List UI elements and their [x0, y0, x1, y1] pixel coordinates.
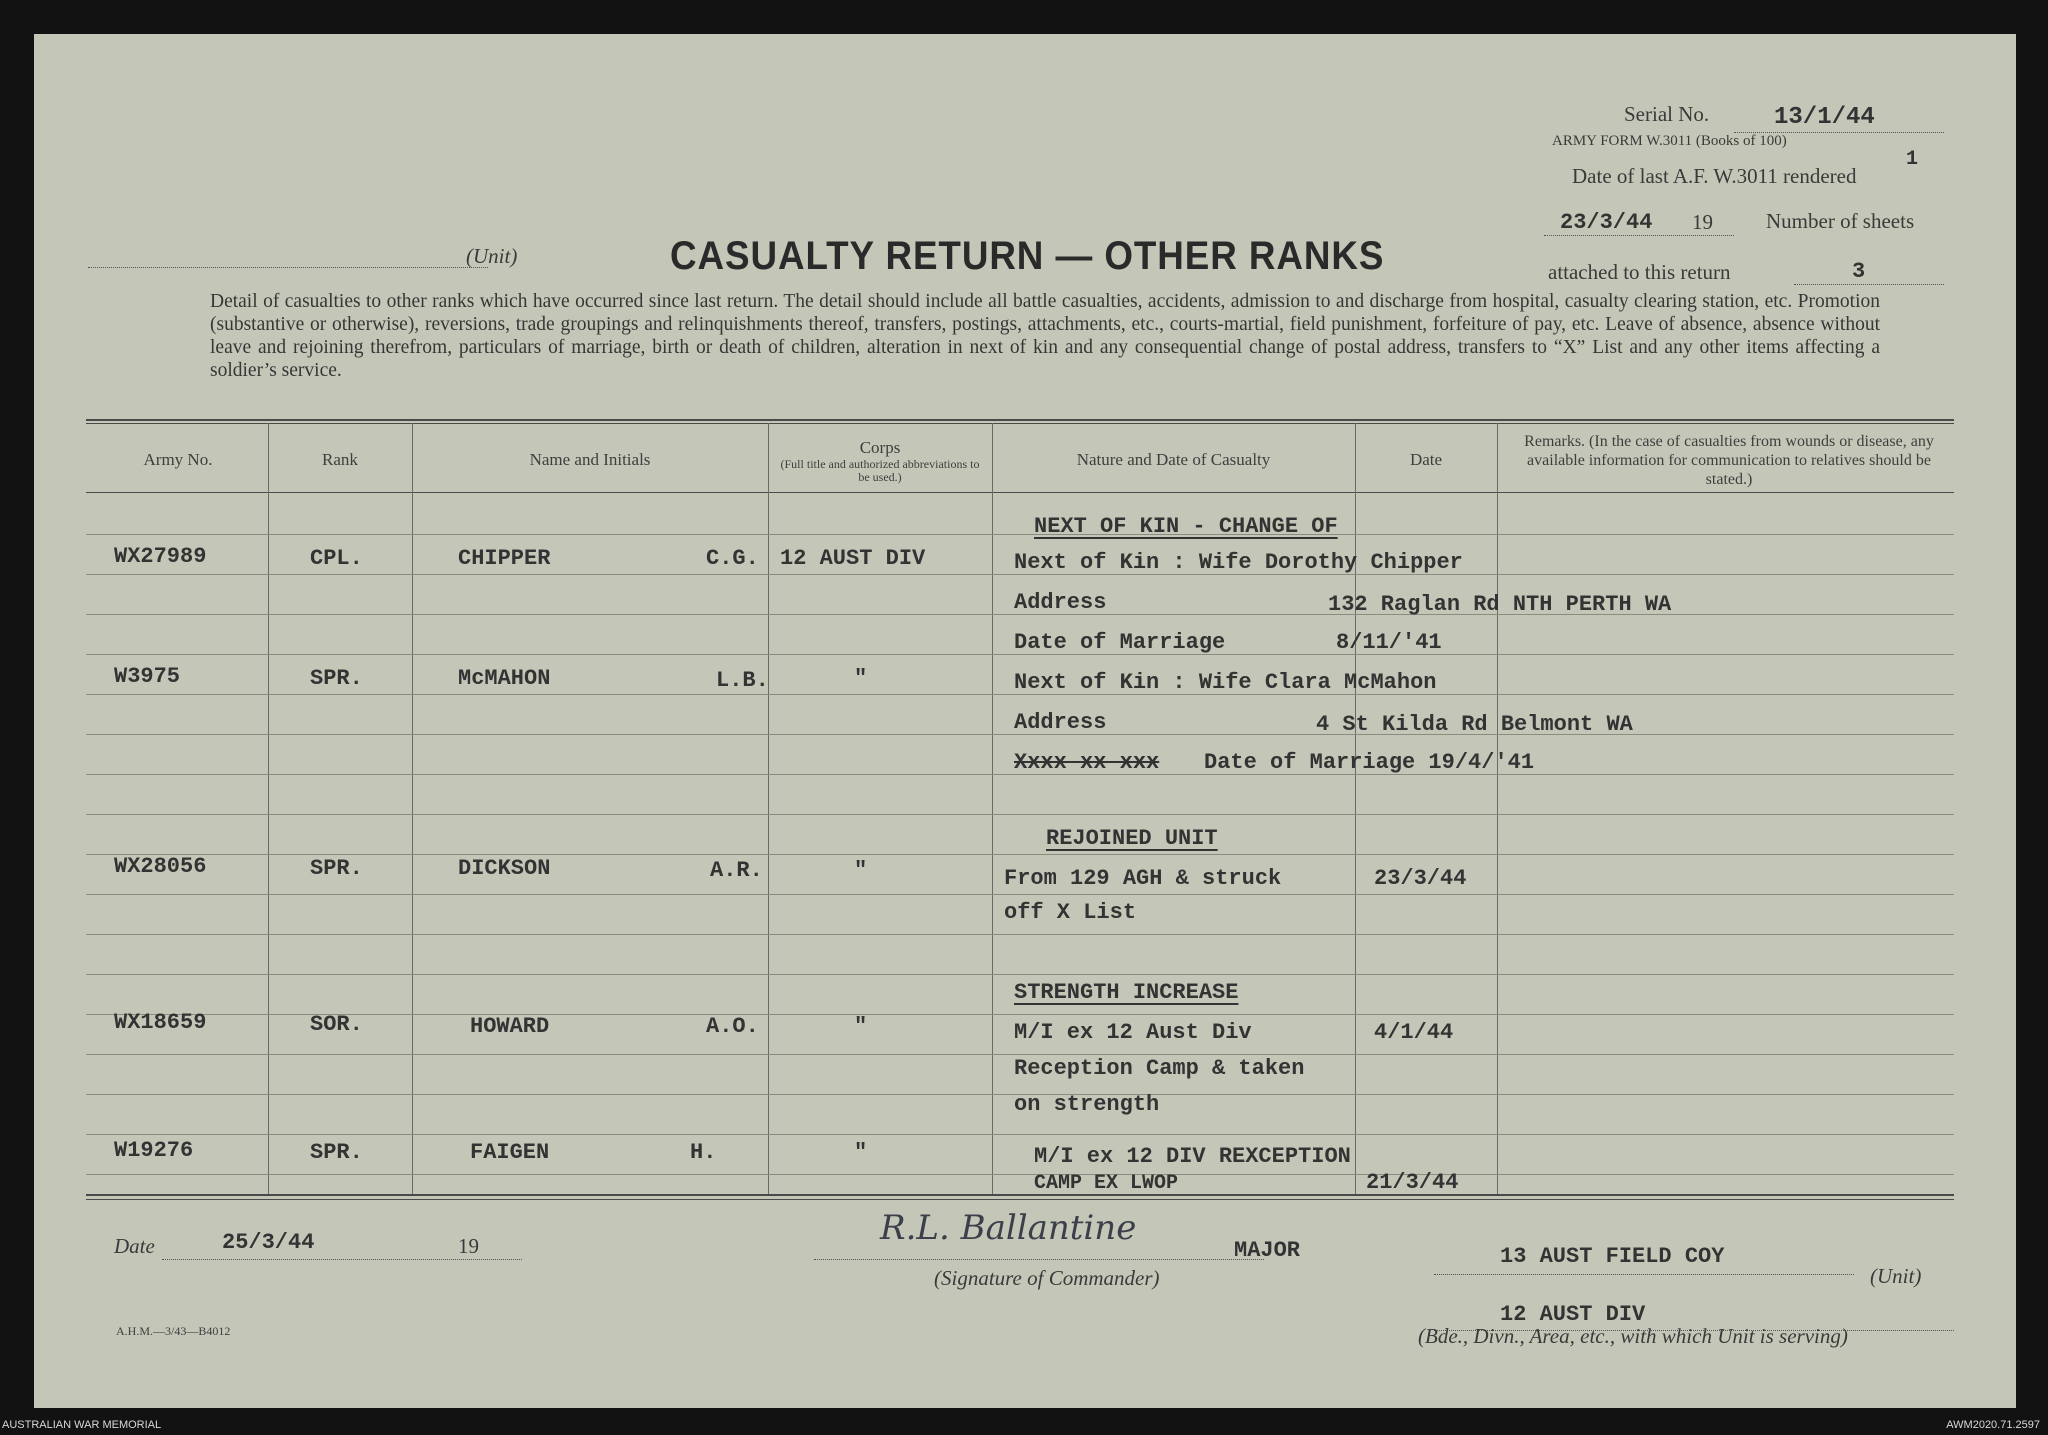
header-rank: Rank [322, 450, 358, 469]
row-line [86, 894, 1954, 895]
col-divider-6 [1497, 423, 1498, 1194]
date-rejoined: 23/3/44 [1374, 866, 1467, 891]
row4-name: HOWARD [470, 1014, 550, 1039]
unit-label: (Unit) [466, 244, 518, 268]
nature-line: Date of Marriage 19/4/'41 [1204, 750, 1535, 775]
row2-name: McMAHON [458, 666, 551, 691]
unit-dotline [88, 267, 488, 268]
row2-army-no: W3975 [114, 664, 181, 689]
nature-line: M/I ex 12 DIV REXCEPTION [1034, 1144, 1351, 1169]
form-title: CASUALTY RETURN — OTHER RANKS [670, 234, 1385, 278]
row1-army-no: WX27989 [114, 544, 207, 569]
row4-rank: SOR. [310, 1012, 363, 1037]
nature-line: CAMP EX LWOP [1034, 1172, 1179, 1195]
nature-line: M/I ex 12 Aust Div [1014, 1020, 1252, 1045]
row3-army-no: WX28056 [114, 854, 207, 879]
date-last-value: 23/3/44 [1560, 210, 1653, 235]
footer-unit-value: 13 AUST FIELD COY [1500, 1244, 1725, 1269]
nature-line: Next of Kin : Wife Clara McMahon [1014, 670, 1437, 695]
row5-rank: SPR. [310, 1140, 363, 1165]
footer-formation-label: (Bde., Divn., Area, etc., with which Unit is serving) [1418, 1324, 1848, 1348]
row4-corps-ditto: " [854, 1014, 868, 1039]
footer-unit-dotline [1434, 1274, 1854, 1275]
row-line [86, 934, 1954, 935]
date-last-dotline [1544, 235, 1734, 236]
row-line [86, 534, 1954, 535]
nature-line: off X List [1004, 900, 1137, 925]
nature-heading-rejoined: REJOINED UNIT [1046, 826, 1218, 851]
date-lwop: 21/3/44 [1366, 1170, 1459, 1195]
header-nature: Nature and Date of Casualty [1076, 450, 1271, 469]
header-remarks: Remarks. (In the case of casualties from wounds or disease, any available information for communication to relatives should be stated.) [1524, 433, 1934, 488]
header-corps-note: (Full title and authorized abbreviations to be used.) [780, 457, 980, 484]
footer-date-value: 25/3/44 [222, 1230, 315, 1255]
row4-army-no: WX18659 [114, 1010, 207, 1035]
attached-label: attached to this return [1548, 260, 1731, 284]
row5-corps-ditto: " [854, 1140, 868, 1165]
archive-left-caption: AUSTRALIAN WAR MEMORIAL [2, 1419, 162, 1431]
row3-rank: SPR. [310, 856, 363, 881]
col-divider-2 [412, 423, 413, 1194]
row1-corps: 12 AUST DIV [780, 546, 926, 571]
sheets-label: Number of sheets [1766, 209, 1915, 233]
header-name: Name and Initials [529, 450, 651, 469]
signature-label: (Signature of Commander) [934, 1266, 1160, 1290]
row2-rank: SPR. [310, 666, 363, 691]
table-bottom-rule-1 [86, 1194, 1954, 1196]
table-top-rule-2 [86, 423, 1954, 424]
row-line [86, 1054, 1954, 1055]
col-divider-3 [768, 423, 769, 1194]
row1-initials: C.G. [706, 546, 759, 571]
row4-initials: A.O. [706, 1014, 759, 1039]
commander-signature: R.L. Ballantine [880, 1208, 1137, 1248]
nature-line: 8/11/'41 [1336, 630, 1442, 655]
footer-date-label: Date [114, 1234, 155, 1258]
row5-initials: H. [690, 1140, 717, 1165]
footer-unit-label: (Unit) [1870, 1264, 1922, 1288]
row-line [86, 1134, 1954, 1135]
row-line [86, 814, 1954, 815]
serial-label: Serial No. [1624, 102, 1710, 126]
print-code: A.H.M.—3/43—B4012 [116, 1324, 231, 1338]
nature-line: 132 Raglan Rd NTH PERTH WA [1328, 592, 1672, 617]
footer-formation-value: 12 AUST DIV [1500, 1302, 1646, 1327]
nature-heading-next-of-kin: NEXT OF KIN - CHANGE OF [1034, 514, 1338, 539]
detail-instructions: Detail of casualties to other ranks which have occurred since last return. The detail should include all battle casualties, accidents, admission to and discharge from hospital, casualty clearing station, etc. Promotion (substantive or otherwise), reversions, trade groupings and relinquishments thereof, transfers, postings, attachments, etc., courts-martial, field punishment, forfeiture of pay, etc. Leave of absence, absence without leave and rejoining therefrom, particulars of marriage, birth or death of children, alteration in next of kin and any consequential change of postal address, transfers to “X” List and any other items affecting a soldier’s service. [210, 291, 1880, 381]
nature-line: on strength [1014, 1092, 1160, 1117]
date-last-year: 19 [1692, 210, 1713, 234]
col-divider-1 [268, 423, 269, 1194]
row5-army-no: W19276 [114, 1138, 194, 1163]
date-last-label: Date of last A.F. W.3011 rendered [1572, 164, 1857, 188]
row3-initials: A.R. [710, 858, 763, 883]
row3-corps-ditto: " [854, 858, 868, 883]
nature-line: Date of Marriage [1014, 630, 1226, 655]
nature-line-struck: Xxxx xx xxx [1014, 750, 1160, 775]
row2-initials: L.B. [716, 668, 769, 693]
nature-heading-strength: STRENGTH INCREASE [1014, 980, 1239, 1005]
row1-name: CHIPPER [458, 546, 551, 571]
row2-corps-ditto: " [854, 666, 868, 691]
table-bottom-rule-2 [86, 1199, 1954, 1200]
col-divider-4 [992, 423, 993, 1194]
header-corps: Corps [859, 438, 901, 457]
header-date: Date [1409, 450, 1443, 469]
row-line [86, 974, 1954, 975]
row-line [86, 1014, 1954, 1015]
form-sheet [34, 34, 2016, 1408]
nature-line: Address [1014, 590, 1107, 615]
row1-rank: CPL. [310, 546, 363, 571]
signature-dotline [814, 1259, 1264, 1260]
serial-value: 13/1/44 [1774, 104, 1875, 131]
sheets-dotline [1794, 284, 1944, 285]
sheet-mark: 1 [1906, 148, 1919, 171]
sheets-value: 3 [1852, 259, 1866, 284]
row5-name: FAIGEN [470, 1140, 550, 1165]
header-army-no: Army No. [143, 450, 213, 469]
nature-line: Next of Kin : Wife Dorothy Chipper [1014, 550, 1463, 575]
row-line [86, 854, 1954, 855]
row3-name: DICKSON [458, 856, 551, 881]
army-form-label: ARMY FORM W.3011 (Books of 100) [1552, 133, 1787, 149]
nature-line: Address [1014, 710, 1107, 735]
nature-line: From 129 AGH & struck [1004, 866, 1282, 891]
nature-line: Reception Camp & taken [1014, 1056, 1305, 1081]
nature-line: 4 St Kilda Rd Belmont WA [1316, 712, 1633, 737]
footer-year: 19 [458, 1234, 479, 1258]
header-bottom-rule [86, 492, 1954, 493]
commander-rank: MAJOR [1234, 1238, 1301, 1263]
table-top-rule-1 [86, 419, 1954, 421]
col-divider-5 [1355, 423, 1356, 1194]
row-line [86, 1174, 1954, 1175]
archive-right-caption: AWM2020.71.2597 [1946, 1419, 2040, 1431]
date-strength: 4/1/44 [1374, 1020, 1454, 1045]
footer-date-dotline [162, 1259, 522, 1260]
